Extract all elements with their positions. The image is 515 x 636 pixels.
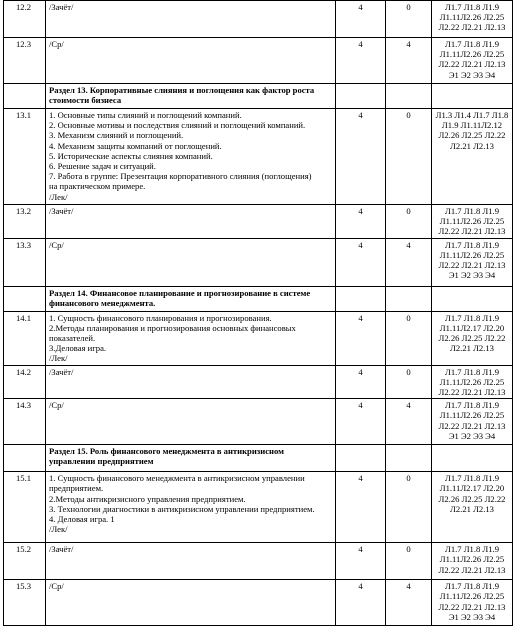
cell-line: Л1.7 Л1.8 Л1.9 <box>444 400 499 411</box>
cell-line: /Лек/ <box>49 191 68 202</box>
item-number: 15.1 <box>4 472 46 543</box>
cell-line: Л1.11Л2.26 Л2.25 <box>439 12 505 23</box>
cell-line: Л1.7 Л1.8 Л1.9 <box>444 312 499 323</box>
cell-line: предприятием. <box>49 483 104 494</box>
empty-cell <box>386 445 432 472</box>
item-description <box>46 399 336 445</box>
table-row <box>4 311 513 365</box>
empty-cell <box>336 84 386 109</box>
item-description <box>46 1 336 38</box>
empty-cell <box>4 286 46 311</box>
cell-line: показателей. <box>49 333 96 344</box>
interactive-hours-cell: 0 <box>386 543 432 580</box>
cell-line: Л1.11Л2.17 Л2.20 <box>439 483 505 494</box>
curriculum-table <box>3 0 513 626</box>
cell-line: Л1.11Л2.26 Л2.25 <box>439 591 505 602</box>
interactive-hours-cell: 0 <box>386 1 432 38</box>
item-description <box>46 38 336 84</box>
cell-line: /Ср/ <box>49 581 64 592</box>
section-title <box>46 84 336 109</box>
cell-line: Раздел 15. Роль финансового менеджмента в антикризисном <box>49 446 284 457</box>
item-description <box>46 580 336 626</box>
literature-cell <box>432 543 513 580</box>
interactive-hours-cell: 0 <box>386 205 432 239</box>
hours-cell: 4 <box>336 205 386 239</box>
cell-line: Л2.21 Л2.13 <box>450 503 494 514</box>
table-row <box>4 38 513 84</box>
table-row <box>4 543 513 580</box>
literature-cell <box>432 580 513 626</box>
hours-cell: 4 <box>336 311 386 365</box>
cell-line: /Зачёт/ <box>49 206 74 216</box>
cell-line: Э1 Э2 Э3 Э4 <box>448 270 496 281</box>
section-title <box>46 286 336 311</box>
cell-line: Л1.11Л2.26 Л2.25 <box>439 554 505 565</box>
cell-line: 3. Механизм слияний и поглощений. <box>49 130 184 141</box>
cell-line: Л2.21 Л2.13 <box>450 343 494 354</box>
cell-line: /Лек/ <box>49 353 68 364</box>
cell-line: Л1.7 Л1.8 Л1.9 <box>444 206 499 216</box>
item-description <box>46 365 336 399</box>
interactive-hours-cell: 0 <box>386 311 432 365</box>
table-row <box>4 399 513 445</box>
table-row <box>4 109 513 205</box>
cell-line: Л1.11Л2.26 Л2.25 <box>439 216 505 227</box>
cell-line: 3. Технологии диагностики в антикризисном управлении предприятием. <box>49 503 315 514</box>
literature-cell <box>432 399 513 445</box>
item-description <box>46 543 336 580</box>
hours-cell: 4 <box>336 238 386 286</box>
cell-line: 2. Основные мотивы и последствия слияний и поглощений компаний. <box>49 120 306 131</box>
hours-cell: 4 <box>336 543 386 580</box>
cell-line: Э1 Э2 Э3 Э4 <box>448 69 496 80</box>
interactive-hours-cell: 4 <box>386 580 432 626</box>
cell-line: Раздел 14. Финансовое планирование и прогнозирование в системе <box>49 287 311 298</box>
interactive-hours-cell: 4 <box>386 38 432 84</box>
cell-line: Л2.26 Л2.25 Л2.22 <box>438 493 506 504</box>
cell-line: 1. Основные типы слияний и поглощений компаний. <box>49 110 242 120</box>
cell-line: Л1.11Л2.26 Л2.25 <box>439 410 505 421</box>
literature-cell <box>432 38 513 84</box>
empty-cell <box>336 445 386 472</box>
cell-line: 7. Работа в группе: Презентация корпоративного слияния (поглощения) <box>49 171 312 182</box>
cell-line: /Зачёт/ <box>49 544 74 555</box>
literature-cell <box>432 311 513 365</box>
cell-line: Л1.7 Л1.8 Л1.9 <box>444 2 499 12</box>
cell-line: Л1.7 Л1.8 Л1.9 <box>444 366 499 377</box>
cell-line: /Ср/ <box>49 39 64 49</box>
cell-line: Л1.11Л2.26 Л2.25 <box>439 49 505 60</box>
cell-line: Л1.7 Л1.8 Л1.9 <box>444 39 499 49</box>
hours-cell: 4 <box>336 399 386 445</box>
empty-cell <box>386 84 432 109</box>
hours-cell: 4 <box>336 109 386 205</box>
cell-line: Л2.22 Л2.21 Л2.13 <box>438 387 506 398</box>
cell-line: стоимости бизнеса <box>49 95 122 106</box>
cell-line: Л1.7 Л1.8 Л1.9 <box>444 239 499 250</box>
interactive-hours-cell: 0 <box>386 365 432 399</box>
cell-line: /Зачёт/ <box>49 366 74 377</box>
item-number: 14.1 <box>4 311 46 365</box>
table-row <box>4 238 513 286</box>
hours-cell: 4 <box>336 365 386 399</box>
cell-line: Л2.21 Л2.13 <box>450 140 494 151</box>
literature-cell <box>432 365 513 399</box>
literature-cell <box>432 472 513 543</box>
cell-line: Л1.7 Л1.8 Л1.9 <box>444 581 499 592</box>
empty-cell <box>386 286 432 311</box>
cell-line: на практическом примере. <box>49 181 146 192</box>
item-description <box>46 238 336 286</box>
table-row <box>4 205 513 239</box>
cell-line: Э1 Э2 Э3 Э4 <box>448 611 496 622</box>
item-number: 13.3 <box>4 238 46 286</box>
hours-cell: 4 <box>336 38 386 84</box>
literature-cell <box>432 1 513 38</box>
cell-line: 4. Деловая игра. 1 <box>49 514 115 525</box>
cell-line: Л2.22 Л2.21 Л2.13 <box>438 59 506 70</box>
cell-line: управлении предприятием <box>49 456 154 467</box>
interactive-hours-cell: 0 <box>386 472 432 543</box>
empty-cell <box>432 84 513 109</box>
cell-line: 1. Сущность финансового планирования и прогнозирования. <box>49 312 272 323</box>
section-title <box>46 445 336 472</box>
item-description <box>46 311 336 365</box>
cell-line: 6. Решение задач и ситуаций. <box>49 161 156 172</box>
item-number: 15.2 <box>4 543 46 580</box>
cell-line: Л2.22 Л2.21 Л2.13 <box>438 260 506 271</box>
cell-line: /Лек/ <box>49 524 68 535</box>
section-row <box>4 286 513 311</box>
empty-cell <box>4 445 46 472</box>
literature-cell <box>432 205 513 239</box>
cell-line: Л2.22 Л2.21 Л2.13 <box>438 226 506 237</box>
cell-line: 2.Методы антикризисного управления предприятием. <box>49 493 246 504</box>
cell-line: Л2.26 Л2.25 Л2.22 <box>438 130 506 141</box>
cell-line: 3.Деловая игра. <box>49 343 107 354</box>
empty-cell <box>432 445 513 472</box>
cell-line: 2.Методы планирования и прогнозирования основных финансовых <box>49 322 296 333</box>
table-row <box>4 1 513 38</box>
item-number: 14.2 <box>4 365 46 399</box>
interactive-hours-cell: 4 <box>386 399 432 445</box>
cell-line: Л1.7 Л1.8 Л1.9 <box>444 473 499 484</box>
cell-line: /Ср/ <box>49 239 64 250</box>
hours-cell: 4 <box>336 580 386 626</box>
cell-line: Л2.26 Л2.25 Л2.22 <box>438 333 506 344</box>
item-number: 15.3 <box>4 580 46 626</box>
item-number: 14.3 <box>4 399 46 445</box>
cell-line: /Зачёт/ <box>49 2 74 12</box>
cell-line: Л2.22 Л2.21 Л2.13 <box>438 564 506 575</box>
table-row <box>4 472 513 543</box>
section-row <box>4 445 513 472</box>
cell-line: 4. Механизм защиты компаний от поглощений. <box>49 140 222 151</box>
cell-line: Л2.22 Л2.21 Л2.13 <box>438 22 506 33</box>
cell-line: Л1.11Л2.26 Л2.25 <box>439 249 505 260</box>
cell-line: /Ср/ <box>49 400 64 411</box>
cell-line: Л1.11Л2.26 Л2.25 <box>439 376 505 387</box>
literature-cell <box>432 238 513 286</box>
item-description <box>46 109 336 205</box>
literature-cell <box>432 109 513 205</box>
item-description <box>46 472 336 543</box>
cell-line: 1. Сущность финансового менеджмента в антикризисном управлении <box>49 473 305 484</box>
cell-line: Л1.7 Л1.8 Л1.9 <box>444 544 499 555</box>
item-number: 12.3 <box>4 38 46 84</box>
interactive-hours-cell: 4 <box>386 238 432 286</box>
empty-cell <box>336 286 386 311</box>
item-number: 13.2 <box>4 205 46 239</box>
section-row <box>4 84 513 109</box>
cell-line: Л1.3 Л1.4 Л1.7 Л1.8 <box>435 110 509 120</box>
cell-line: 5. Исторические аспекты слияния компаний. <box>49 150 213 161</box>
item-number: 12.2 <box>4 1 46 38</box>
cell-line: Л2.22 Л2.21 Л2.13 <box>438 420 506 431</box>
table-row <box>4 365 513 399</box>
cell-line: Л1.9 Л1.11Л2.12 <box>441 120 503 131</box>
hours-cell: 4 <box>336 472 386 543</box>
cell-line: финансового менеджмента. <box>49 297 156 308</box>
empty-cell <box>4 84 46 109</box>
hours-cell: 4 <box>336 1 386 38</box>
cell-line: Л1.11Л2.17 Л2.20 <box>439 322 505 333</box>
item-description <box>46 205 336 239</box>
item-number: 13.1 <box>4 109 46 205</box>
empty-cell <box>432 286 513 311</box>
table-body <box>4 1 513 626</box>
table-row <box>4 580 513 626</box>
interactive-hours-cell: 0 <box>386 109 432 205</box>
cell-line: Э1 Э2 Э3 Э4 <box>448 430 496 441</box>
cell-line: Раздел 13. Корпоративные слияния и поглощения как фактор роста <box>49 85 315 95</box>
cell-line: Л2.22 Л2.21 Л2.13 <box>438 601 506 612</box>
